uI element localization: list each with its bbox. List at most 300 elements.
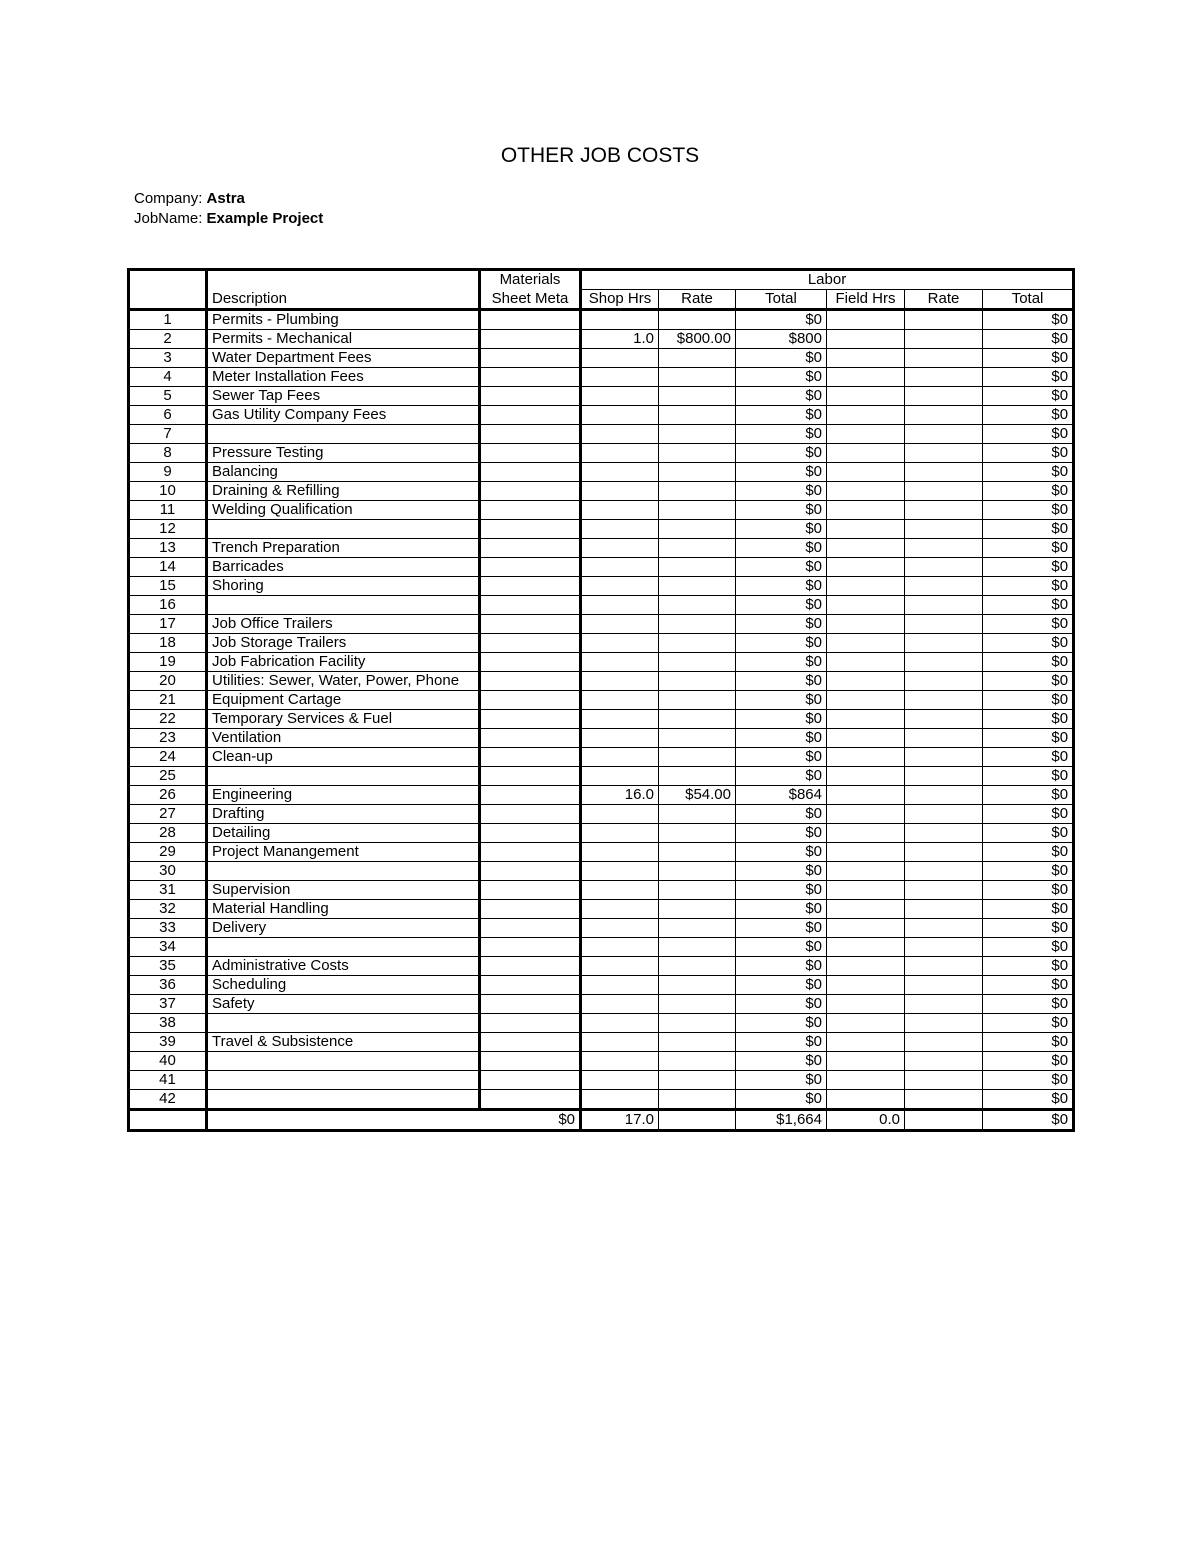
row-shop-rate: $54.00: [659, 786, 736, 805]
row-field-hrs: [827, 463, 905, 482]
table-row: [129, 615, 1074, 634]
row-shop-rate: $800.00: [659, 330, 736, 349]
row-number: 39: [129, 1033, 207, 1052]
row-shop-rate: [659, 862, 736, 881]
row-field-hrs: [827, 748, 905, 767]
row-shop-total: $0: [736, 558, 827, 577]
page-title: OTHER JOB COSTS: [500, 144, 700, 167]
row-shop-rate: [659, 957, 736, 976]
row-field-total: $0: [983, 615, 1074, 634]
row-field-rate: [905, 1014, 983, 1033]
header-shop-hrs: Shop Hrs: [581, 290, 659, 310]
row-number: 34: [129, 938, 207, 957]
row-field-total: $0: [983, 957, 1074, 976]
row-description: Permits - Mechanical: [207, 330, 480, 349]
row-field-rate: [905, 805, 983, 824]
table-row: [129, 463, 1074, 482]
row-shop-hrs: [581, 995, 659, 1014]
table-row: [129, 577, 1074, 596]
row-description: Project Manangement: [207, 843, 480, 862]
header-field-rate: Rate: [905, 290, 983, 310]
row-field-hrs: [827, 995, 905, 1014]
row-field-total: $0: [983, 425, 1074, 444]
row-shop-hrs: [581, 1090, 659, 1110]
row-shop-hrs: [581, 444, 659, 463]
row-shop-rate: [659, 805, 736, 824]
row-shop-rate: [659, 1033, 736, 1052]
row-field-rate: [905, 406, 983, 425]
table-row: [129, 501, 1074, 520]
row-shop-rate: [659, 1090, 736, 1110]
row-description: Scheduling: [207, 976, 480, 995]
row-description: Permits - Plumbing: [207, 310, 480, 330]
row-field-rate: [905, 596, 983, 615]
header-shop-total: Total: [736, 290, 827, 310]
totals-materials: $0: [480, 1110, 581, 1131]
row-field-total: $0: [983, 444, 1074, 463]
row-shop-rate: [659, 691, 736, 710]
row-field-total: $0: [983, 748, 1074, 767]
row-shop-hrs: [581, 1052, 659, 1071]
row-number: 36: [129, 976, 207, 995]
row-materials: [480, 539, 581, 558]
row-field-rate: [905, 368, 983, 387]
row-field-hrs: [827, 843, 905, 862]
table-row: [129, 1033, 1074, 1052]
row-description: Trench Preparation: [207, 539, 480, 558]
row-shop-total: $0: [736, 995, 827, 1014]
row-shop-rate: [659, 558, 736, 577]
row-field-rate: [905, 444, 983, 463]
row-materials: [480, 310, 581, 330]
company-value: Astra: [206, 190, 245, 207]
row-field-rate: [905, 463, 983, 482]
row-materials: [480, 957, 581, 976]
header-labor-top: Labor: [581, 270, 1074, 290]
row-field-hrs: [827, 1014, 905, 1033]
row-shop-total: $0: [736, 653, 827, 672]
row-field-hrs: [827, 368, 905, 387]
row-field-rate: [905, 1033, 983, 1052]
row-field-rate: [905, 862, 983, 881]
row-materials: [480, 1071, 581, 1090]
row-shop-total: $800: [736, 330, 827, 349]
row-field-rate: [905, 425, 983, 444]
row-field-rate: [905, 615, 983, 634]
row-shop-hrs: [581, 577, 659, 596]
row-description: Water Department Fees: [207, 349, 480, 368]
row-field-total: $0: [983, 691, 1074, 710]
row-field-hrs: [827, 919, 905, 938]
row-shop-total: $0: [736, 444, 827, 463]
row-field-rate: [905, 634, 983, 653]
row-shop-rate: [659, 463, 736, 482]
row-shop-hrs: [581, 881, 659, 900]
row-field-rate: [905, 995, 983, 1014]
row-shop-total: $0: [736, 577, 827, 596]
table-row: [129, 330, 1074, 349]
row-shop-rate: [659, 881, 736, 900]
row-description: [207, 1052, 480, 1071]
row-field-total: $0: [983, 539, 1074, 558]
row-shop-rate: [659, 976, 736, 995]
row-field-total: $0: [983, 501, 1074, 520]
header-materials: Sheet Meta: [480, 290, 581, 310]
table-row: [129, 843, 1074, 862]
row-shop-total: $0: [736, 957, 827, 976]
totals-field-hrs: 0.0: [827, 1110, 905, 1131]
row-description: Draining & Refilling: [207, 482, 480, 501]
row-materials: [480, 805, 581, 824]
row-description: [207, 767, 480, 786]
table-row: [129, 387, 1074, 406]
row-shop-rate: [659, 634, 736, 653]
row-field-total: $0: [983, 482, 1074, 501]
totals-field-rate: [905, 1110, 983, 1131]
row-field-hrs: [827, 444, 905, 463]
header-field-total: Total: [983, 290, 1074, 310]
row-shop-hrs: [581, 349, 659, 368]
row-number: 23: [129, 729, 207, 748]
row-shop-total: $0: [736, 672, 827, 691]
row-field-total: $0: [983, 653, 1074, 672]
row-field-rate: [905, 729, 983, 748]
row-number: 40: [129, 1052, 207, 1071]
table-row: [129, 938, 1074, 957]
row-shop-hrs: [581, 1014, 659, 1033]
row-materials: [480, 596, 581, 615]
row-materials: [480, 1052, 581, 1071]
row-field-total: $0: [983, 1014, 1074, 1033]
row-materials: [480, 710, 581, 729]
row-materials: [480, 748, 581, 767]
row-materials: [480, 463, 581, 482]
row-description: Travel & Subsistence: [207, 1033, 480, 1052]
row-field-rate: [905, 387, 983, 406]
row-shop-total: $0: [736, 349, 827, 368]
row-description: [207, 1014, 480, 1033]
header-blank: [129, 270, 207, 290]
row-shop-total: $0: [736, 425, 827, 444]
row-field-total: $0: [983, 767, 1074, 786]
row-field-total: $0: [983, 843, 1074, 862]
row-number: 15: [129, 577, 207, 596]
row-shop-rate: [659, 767, 736, 786]
row-shop-hrs: [581, 596, 659, 615]
row-shop-rate: [659, 1014, 736, 1033]
row-shop-total: $0: [736, 368, 827, 387]
row-number: 9: [129, 463, 207, 482]
row-number: 42: [129, 1090, 207, 1110]
totals-shop-rate: [659, 1110, 736, 1131]
company-line: [134, 189, 245, 209]
table-row: [129, 881, 1074, 900]
row-shop-hrs: [581, 482, 659, 501]
totals-desc: [207, 1110, 480, 1131]
table-row: [129, 691, 1074, 710]
row-shop-rate: [659, 482, 736, 501]
row-shop-hrs: [581, 862, 659, 881]
row-field-rate: [905, 786, 983, 805]
totals-num: [129, 1110, 207, 1131]
row-field-hrs: [827, 634, 905, 653]
row-shop-total: $0: [736, 881, 827, 900]
header-materials-top: Materials: [480, 270, 581, 290]
row-materials: [480, 558, 581, 577]
row-description: Balancing: [207, 463, 480, 482]
row-field-total: $0: [983, 596, 1074, 615]
table-row: [129, 406, 1074, 425]
row-description: Welding Qualification: [207, 501, 480, 520]
row-number: 24: [129, 748, 207, 767]
row-field-hrs: [827, 710, 905, 729]
row-number: 16: [129, 596, 207, 615]
row-shop-total: $0: [736, 520, 827, 539]
table-row: [129, 653, 1074, 672]
row-field-hrs: [827, 501, 905, 520]
row-shop-hrs: [581, 653, 659, 672]
row-field-rate: [905, 900, 983, 919]
row-shop-hrs: [581, 748, 659, 767]
row-shop-hrs: [581, 900, 659, 919]
row-shop-total: $0: [736, 406, 827, 425]
table-row: [129, 349, 1074, 368]
row-shop-rate: [659, 729, 736, 748]
row-field-rate: [905, 691, 983, 710]
row-shop-total: $0: [736, 729, 827, 748]
row-shop-rate: [659, 1071, 736, 1090]
header-num: [129, 290, 207, 310]
row-shop-rate: [659, 843, 736, 862]
row-field-hrs: [827, 938, 905, 957]
row-field-rate: [905, 881, 983, 900]
table-row: [129, 482, 1074, 501]
row-shop-hrs: [581, 957, 659, 976]
row-description: Material Handling: [207, 900, 480, 919]
row-shop-rate: [659, 539, 736, 558]
row-description: Job Office Trailers: [207, 615, 480, 634]
header-field-hrs: Field Hrs: [827, 290, 905, 310]
header-shop-rate: Rate: [659, 290, 736, 310]
row-shop-hrs: [581, 710, 659, 729]
row-description: Job Storage Trailers: [207, 634, 480, 653]
row-number: 35: [129, 957, 207, 976]
row-shop-rate: [659, 615, 736, 634]
table-header: [129, 270, 1074, 310]
row-field-hrs: [827, 596, 905, 615]
row-number: 38: [129, 1014, 207, 1033]
row-shop-total: $0: [736, 843, 827, 862]
row-field-total: $0: [983, 976, 1074, 995]
row-number: 29: [129, 843, 207, 862]
row-shop-total: $0: [736, 805, 827, 824]
row-number: 14: [129, 558, 207, 577]
row-number: 17: [129, 615, 207, 634]
row-shop-hrs: [581, 558, 659, 577]
row-shop-rate: [659, 672, 736, 691]
row-number: 37: [129, 995, 207, 1014]
row-field-total: $0: [983, 310, 1074, 330]
row-materials: [480, 653, 581, 672]
row-field-hrs: [827, 1071, 905, 1090]
row-field-hrs: [827, 957, 905, 976]
row-shop-rate: [659, 501, 736, 520]
row-number: 7: [129, 425, 207, 444]
row-description: Barricades: [207, 558, 480, 577]
row-number: 22: [129, 710, 207, 729]
row-field-total: $0: [983, 463, 1074, 482]
row-description: [207, 596, 480, 615]
row-shop-hrs: [581, 805, 659, 824]
row-field-total: $0: [983, 349, 1074, 368]
row-description: Ventilation: [207, 729, 480, 748]
row-field-rate: [905, 710, 983, 729]
row-field-hrs: [827, 558, 905, 577]
row-materials: [480, 1090, 581, 1110]
row-field-hrs: [827, 1033, 905, 1052]
row-shop-rate: [659, 748, 736, 767]
row-description: Sewer Tap Fees: [207, 387, 480, 406]
table-row: [129, 520, 1074, 539]
row-shop-rate: [659, 425, 736, 444]
row-field-total: $0: [983, 881, 1074, 900]
row-number: 41: [129, 1071, 207, 1090]
row-shop-rate: [659, 653, 736, 672]
row-materials: [480, 1014, 581, 1033]
row-shop-hrs: [581, 843, 659, 862]
row-shop-hrs: [581, 824, 659, 843]
row-shop-hrs: [581, 938, 659, 957]
row-field-rate: [905, 957, 983, 976]
row-shop-hrs: [581, 1033, 659, 1052]
row-number: 19: [129, 653, 207, 672]
row-field-hrs: [827, 691, 905, 710]
row-shop-total: $0: [736, 919, 827, 938]
row-field-total: $0: [983, 938, 1074, 957]
row-shop-total: $0: [736, 1033, 827, 1052]
row-shop-hrs: [581, 463, 659, 482]
row-shop-hrs: [581, 767, 659, 786]
row-materials: [480, 881, 581, 900]
row-shop-rate: [659, 824, 736, 843]
row-description: Detailing: [207, 824, 480, 843]
table-row: [129, 767, 1074, 786]
row-number: 18: [129, 634, 207, 653]
row-field-total: $0: [983, 862, 1074, 881]
row-field-total: $0: [983, 1090, 1074, 1110]
row-materials: [480, 900, 581, 919]
row-description: Equipment Cartage: [207, 691, 480, 710]
row-description: Engineering: [207, 786, 480, 805]
row-field-total: $0: [983, 995, 1074, 1014]
row-shop-rate: [659, 1052, 736, 1071]
row-field-rate: [905, 843, 983, 862]
row-field-total: $0: [983, 805, 1074, 824]
row-shop-total: $0: [736, 310, 827, 330]
row-field-rate: [905, 976, 983, 995]
row-field-hrs: [827, 1052, 905, 1071]
table-row: [129, 1090, 1074, 1110]
table-row: [129, 710, 1074, 729]
row-shop-rate: [659, 710, 736, 729]
row-description: Safety: [207, 995, 480, 1014]
row-field-total: $0: [983, 786, 1074, 805]
row-description: Meter Installation Fees: [207, 368, 480, 387]
row-materials: [480, 615, 581, 634]
row-field-rate: [905, 539, 983, 558]
table-row: [129, 539, 1074, 558]
row-shop-total: $0: [736, 539, 827, 558]
table-row: [129, 634, 1074, 653]
row-field-rate: [905, 653, 983, 672]
row-shop-total: $0: [736, 691, 827, 710]
row-materials: [480, 729, 581, 748]
table-row: [129, 995, 1074, 1014]
row-field-hrs: [827, 482, 905, 501]
row-number: 12: [129, 520, 207, 539]
table-row: [129, 957, 1074, 976]
row-field-rate: [905, 672, 983, 691]
row-number: 20: [129, 672, 207, 691]
row-field-hrs: [827, 805, 905, 824]
row-shop-total: $0: [736, 596, 827, 615]
row-field-total: $0: [983, 672, 1074, 691]
table-row: [129, 558, 1074, 577]
row-field-hrs: [827, 824, 905, 843]
row-shop-hrs: [581, 976, 659, 995]
row-shop-total: $0: [736, 482, 827, 501]
row-field-hrs: [827, 615, 905, 634]
row-shop-hrs: [581, 919, 659, 938]
row-materials: [480, 577, 581, 596]
row-field-total: $0: [983, 634, 1074, 653]
row-shop-total: $0: [736, 1090, 827, 1110]
row-number: 2: [129, 330, 207, 349]
row-shop-rate: [659, 368, 736, 387]
row-shop-total: $864: [736, 786, 827, 805]
row-field-rate: [905, 330, 983, 349]
row-shop-total: $0: [736, 615, 827, 634]
row-description: Utilities: Sewer, Water, Power, Phone: [207, 672, 480, 691]
row-field-total: $0: [983, 919, 1074, 938]
row-field-hrs: [827, 349, 905, 368]
table-row: [129, 310, 1074, 330]
row-number: 27: [129, 805, 207, 824]
row-field-hrs: [827, 767, 905, 786]
row-materials: [480, 330, 581, 349]
row-field-hrs: [827, 881, 905, 900]
table-row: [129, 786, 1074, 805]
row-field-total: $0: [983, 558, 1074, 577]
row-field-hrs: [827, 520, 905, 539]
row-shop-rate: [659, 919, 736, 938]
row-field-total: $0: [983, 330, 1074, 349]
row-shop-hrs: [581, 691, 659, 710]
row-field-hrs: [827, 425, 905, 444]
totals-shop-total: $1,664: [736, 1110, 827, 1131]
row-number: 26: [129, 786, 207, 805]
table-row: [129, 862, 1074, 881]
jobname-value: Example Project: [206, 210, 324, 227]
row-number: 11: [129, 501, 207, 520]
row-field-hrs: [827, 900, 905, 919]
table-row: [129, 596, 1074, 615]
table-body: [129, 310, 1074, 1110]
row-materials: [480, 425, 581, 444]
table-row: [129, 976, 1074, 995]
row-description: Supervision: [207, 881, 480, 900]
row-materials: [480, 406, 581, 425]
